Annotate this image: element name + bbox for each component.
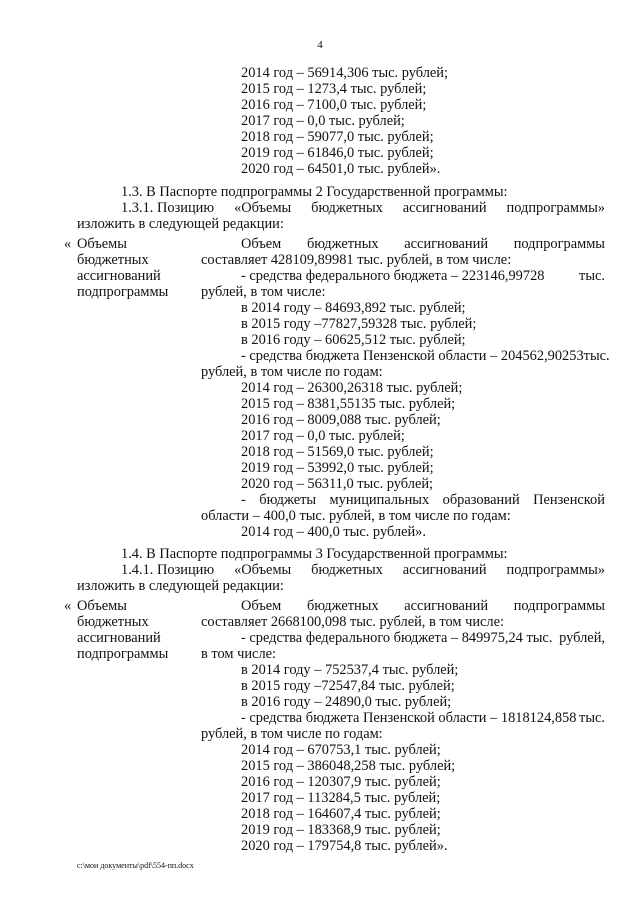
- federal-year-line: в 2015 году –77827,59328 тыс. рублей;: [241, 316, 477, 332]
- regional-year-line: 2020 год – 179754,8 тыс. рублей».: [241, 838, 448, 854]
- section-item-line: 1.3.1. Позицию «Объемы бюджетных ассигнований подпрограммы»: [121, 200, 605, 216]
- intro-year-line: 2018 год – 59077,0 тыс. рублей;: [241, 129, 434, 145]
- federal-year-line: в 2016 году – 24890,0 тыс. рублей;: [241, 694, 452, 710]
- section-item-line: изложить в следующей редакции:: [77, 578, 284, 594]
- regional-year-line: 2019 год – 53992,0 тыс. рублей;: [241, 460, 434, 476]
- regional-year-line: 2016 год – 120307,9 тыс. рублей;: [241, 774, 441, 790]
- intro-year-line: 2020 год – 64501,0 тыс. рублей».: [241, 161, 441, 177]
- section-item-line: 1.4.1. Позицию «Объемы бюджетных ассигнований подпрограммы»: [121, 562, 605, 578]
- federal-year-line: в 2014 году – 752537,4 тыс. рублей;: [241, 662, 459, 678]
- budget-text-line: Объем бюджетных ассигнований подпрограммы: [241, 236, 605, 252]
- budget-text-line: составляет 428109,89981 тыс. рублей, в том числе:: [201, 252, 512, 268]
- opening-quote: «: [64, 598, 72, 614]
- regional-year-line: 2019 год – 183368,9 тыс. рублей;: [241, 822, 441, 838]
- opening-quote: «: [64, 236, 72, 252]
- intro-year-line: 2015 год – 1273,4 тыс. рублей;: [241, 81, 427, 97]
- regional-year-line: 2016 год – 8009,088 тыс. рублей;: [241, 412, 441, 428]
- section-item-line: изложить в следующей редакции:: [77, 216, 284, 232]
- regional-year-line: 2015 год – 8381,55135 тыс. рублей;: [241, 396, 456, 412]
- position-label: Объемы: [77, 236, 127, 252]
- municipal-year-line: 2014 год – 400,0 тыс. рублей».: [241, 524, 426, 540]
- position-label: ассигнований: [77, 630, 161, 646]
- federal-year-line: в 2014 году – 84693,892 тыс. рублей;: [241, 300, 466, 316]
- budget-text-line: рублей, в том числе по годам:: [201, 726, 383, 742]
- budget-text-line: - средства бюджета Пензенской области – 204562,90253 тыс.: [241, 348, 610, 364]
- footer-file-path: c:\мои документы\pdf\554-пп.docx: [77, 861, 194, 870]
- budget-text-line: области – 400,0 тыс. рублей, в том числе по годам:: [201, 508, 511, 524]
- budget-text-line: - бюджеты муниципальных образований Пензенской: [241, 492, 605, 508]
- intro-year-line: 2016 год – 7100,0 тыс. рублей;: [241, 97, 427, 113]
- budget-text-line: - средства федерального бюджета – 223146,99728 тыс.: [241, 268, 605, 284]
- position-label: ассигнований: [77, 268, 161, 284]
- regional-year-line: 2018 год – 164607,4 тыс. рублей;: [241, 806, 441, 822]
- budget-text-line: рублей, в том числе:: [201, 284, 326, 300]
- section-heading: 1.3. В Паспорте подпрограммы 2 Государственной программы:: [121, 184, 508, 200]
- federal-year-line: в 2015 году –72547,84 тыс. рублей;: [241, 678, 455, 694]
- position-label: бюджетных: [77, 252, 149, 268]
- intro-year-line: 2019 год – 61846,0 тыс. рублей;: [241, 145, 434, 161]
- position-label: Объемы: [77, 598, 127, 614]
- budget-text-line: в том числе:: [201, 646, 277, 662]
- section-heading: 1.4. В Паспорте подпрограммы 3 Государственной программы:: [121, 546, 508, 562]
- page-number: 4: [317, 39, 323, 51]
- budget-text-line: - средства бюджета Пензенской области – 1818124,858 тыс.: [241, 710, 605, 726]
- regional-year-line: 2017 год – 0,0 тыс. рублей;: [241, 428, 405, 444]
- budget-text-line: - средства федерального бюджета – 849975,24 тыс. рублей,: [241, 630, 605, 646]
- regional-year-line: 2015 год – 386048,258 тыс. рублей;: [241, 758, 456, 774]
- regional-year-line: 2020 год – 56311,0 тыс. рублей;: [241, 476, 434, 492]
- federal-year-line: в 2016 году – 60625,512 тыс. рублей;: [241, 332, 466, 348]
- position-label: подпрограммы: [77, 646, 169, 662]
- regional-year-line: 2014 год – 26300,26318 тыс. рублей;: [241, 380, 463, 396]
- intro-year-line: 2014 год – 56914,306 тыс. рублей;: [241, 65, 448, 81]
- budget-text-line: составляет 2668100,098 тыс. рублей, в том числе:: [201, 614, 504, 630]
- regional-year-line: 2014 год – 670753,1 тыс. рублей;: [241, 742, 441, 758]
- intro-year-line: 2017 год – 0,0 тыс. рублей;: [241, 113, 405, 129]
- budget-text-line: рублей, в том числе по годам:: [201, 364, 383, 380]
- regional-year-line: 2017 год – 113284,5 тыс. рублей;: [241, 790, 441, 806]
- position-label: подпрограммы: [77, 284, 169, 300]
- position-label: бюджетных: [77, 614, 149, 630]
- budget-text-line: Объем бюджетных ассигнований подпрограммы: [241, 598, 605, 614]
- regional-year-line: 2018 год – 51569,0 тыс. рублей;: [241, 444, 434, 460]
